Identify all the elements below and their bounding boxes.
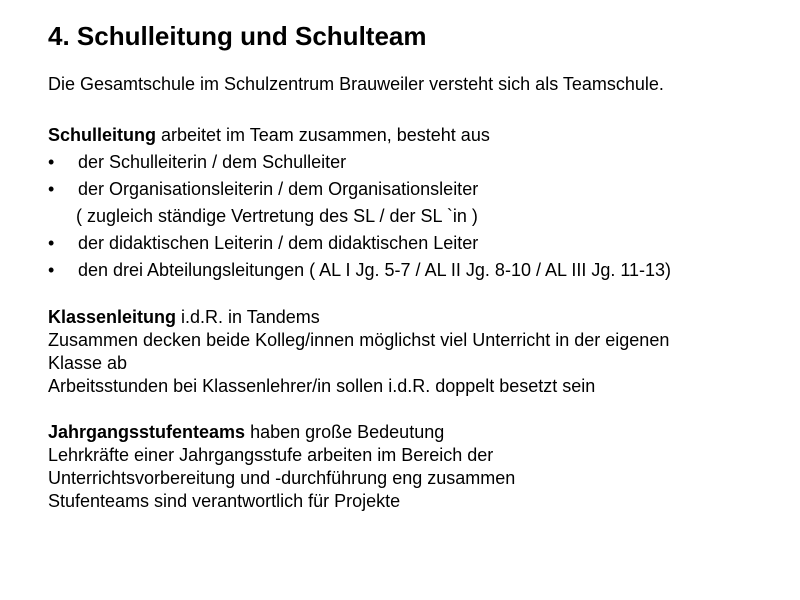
schulleitung-heading-bold: Schulleitung (48, 125, 156, 145)
schulleitung-section (48, 122, 768, 284)
klassenleitung-heading (48, 306, 768, 329)
bullet-icon: • (48, 233, 55, 253)
klassenleitung-line: Klasse ab (48, 353, 128, 373)
klassenleitung-heading-bold: Klassenleitung (48, 307, 177, 327)
klassenleitung-line: Zusammen decken beide Kolleg/innen möglichst viel Unterricht in der eigenen (48, 330, 670, 350)
klassenleitung-section (48, 306, 768, 398)
bullet-icon: • (48, 152, 55, 172)
jahrgang-line: Stufenteams sind verantwortlich für Projekte (48, 491, 401, 511)
sub-note-text: ( zugleich ständige Vertretung des SL / der SL `in ) (76, 206, 478, 226)
bullet-icon: • (48, 179, 55, 199)
list-sub-note (48, 203, 768, 230)
schulleitung-heading (48, 122, 768, 149)
list-item (48, 257, 768, 284)
klassenleitung-heading-rest: i.d.R. in Tandems (176, 307, 320, 327)
slide-title: 4. Schulleitung und Schulteam (48, 21, 427, 51)
list-item (48, 176, 768, 203)
klassenleitung-line: Arbeitsstunden bei Klassenlehrer/in sollen i.d.R. doppelt besetzt sein (48, 376, 596, 396)
intro-text: Die Gesamtschule im Schulzentrum Brauweiler versteht sich als Teamschule. (48, 74, 664, 94)
jahrgang-line: Unterrichtsvorbereitung und -durchführung eng zusammen (48, 468, 516, 488)
jahrgang-section (48, 421, 768, 513)
jahrgang-heading-rest: haben große Bedeutung (245, 422, 445, 442)
jahrgang-heading-bold: Jahrgangsstufenteams (48, 422, 246, 442)
schulleitung-heading-rest: arbeitet im Team zusammen, besteht aus (156, 125, 490, 145)
list-item (48, 149, 768, 176)
list-item-text: der Schulleiterin / dem Schulleiter (78, 152, 347, 172)
jahrgang-heading (48, 421, 768, 444)
jahrgang-line: Lehrkräfte einer Jahrgangsstufe arbeiten im Bereich der (48, 445, 494, 465)
list-item-text: den drei Abteilungsleitungen ( AL I Jg. 5-7 / AL II Jg. 8-10 / AL III Jg. 11-13) (78, 260, 672, 280)
list-item-text: der Organisationsleiterin / dem Organisationsleiter (78, 179, 479, 199)
list-item-text: der didaktischen Leiterin / dem didaktischen Leiter (78, 233, 479, 253)
list-item (48, 230, 768, 257)
bullet-icon: • (48, 260, 55, 280)
